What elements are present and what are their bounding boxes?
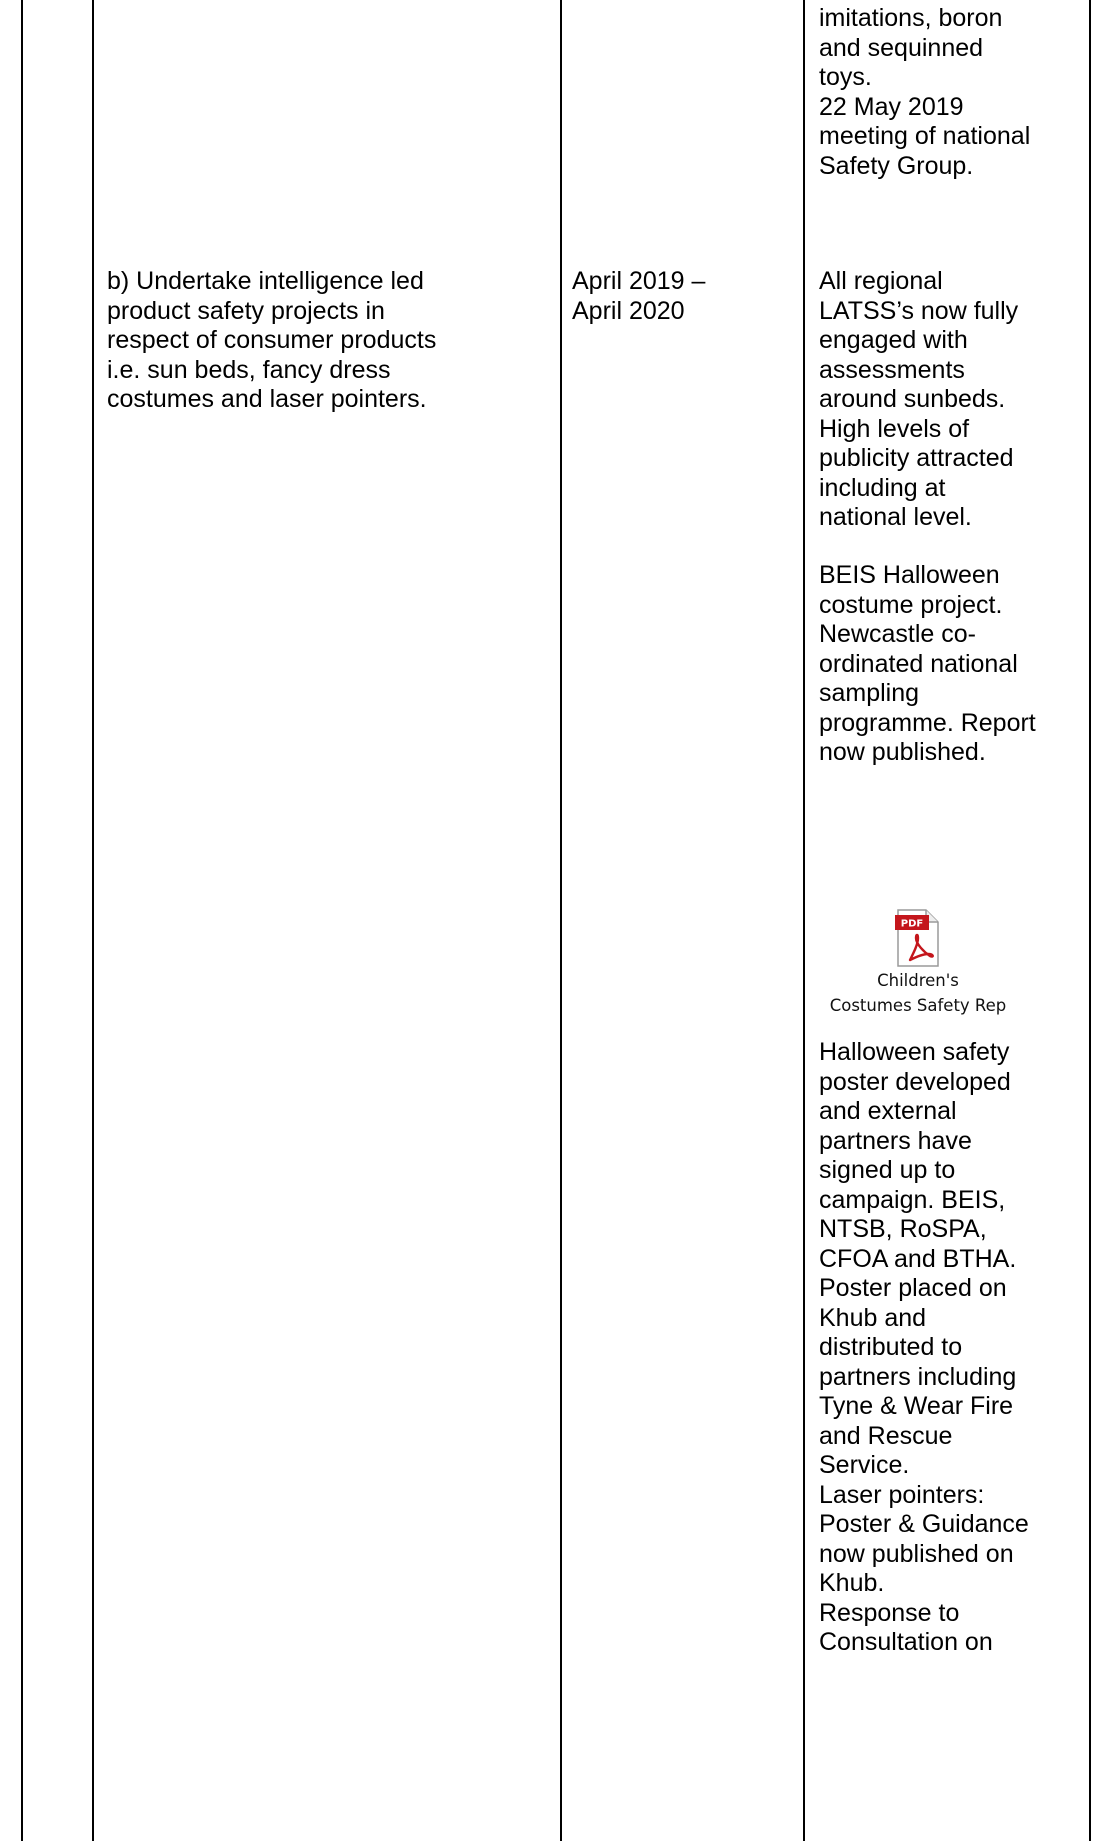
- timescale-cell: [572, 267, 705, 326]
- column-divider-3: [803, 0, 805, 1841]
- progress-line: national level.: [819, 503, 972, 531]
- progress-line: now published.: [819, 738, 986, 766]
- progress-line: partners including: [819, 1362, 1017, 1391]
- pdf-attachment[interactable]: [813, 908, 1023, 1018]
- progress-line: Laser pointers:: [819, 1480, 985, 1509]
- progress-line: LATSS’s now fully: [819, 296, 1019, 325]
- attachment-caption-line: Children's: [877, 971, 959, 990]
- progress-line: NTSB, RoSPA,: [819, 1215, 987, 1243]
- column-divider-1: [92, 0, 94, 1841]
- action-cell: [107, 267, 436, 415]
- timescale-line: April 2020: [572, 296, 685, 325]
- progress-line: Newcastle co-: [819, 620, 976, 648]
- action-line: respect of consumer products: [107, 326, 437, 354]
- progress-line: and external: [819, 1097, 957, 1125]
- progress-line: publicity attracted: [819, 444, 1014, 472]
- progress-line: Halloween safety: [819, 1038, 1010, 1066]
- progress-line: signed up to: [819, 1156, 956, 1184]
- action-line: costumes and laser pointers.: [107, 385, 427, 413]
- table-border-right: [1089, 0, 1091, 1841]
- action-line: i.e. sun beds, fancy dress: [107, 355, 391, 384]
- progress-line: imitations, boron: [819, 4, 1003, 32]
- progress-line: partners have: [819, 1126, 972, 1155]
- progress-line: and sequinned: [819, 33, 984, 62]
- action-line: product safety projects in: [107, 296, 385, 325]
- progress-line: now published on: [819, 1539, 1014, 1568]
- pdf-file-icon: [894, 908, 942, 968]
- timescale-line: April 2019 –: [572, 267, 706, 295]
- progress-line: Safety Group.: [819, 151, 974, 180]
- attachment-caption-line: Costumes Safety Rep: [829, 996, 1007, 1015]
- progress-line: around sunbeds.: [819, 385, 1006, 413]
- progress-line: Khub.: [819, 1569, 885, 1597]
- progress-halloween-text: [819, 561, 1036, 768]
- progress-line: campaign. BEIS,: [819, 1185, 1006, 1214]
- progress-line: ordinated national: [819, 649, 1018, 678]
- table-border-left: [21, 0, 23, 1841]
- progress-line: engaged with: [819, 326, 968, 354]
- progress-line: Service.: [819, 1451, 910, 1479]
- progress-line: Poster & Guidance: [819, 1510, 1029, 1538]
- progress-line: including at: [819, 473, 946, 502]
- progress-line: Tyne & Wear Fire: [819, 1392, 1014, 1420]
- progress-line: poster developed: [819, 1067, 1011, 1096]
- progress-line: programme. Report: [819, 708, 1036, 737]
- progress-continued-text: [819, 4, 1030, 181]
- progress-line: Khub and: [819, 1303, 927, 1332]
- progress-line: assessments: [819, 355, 965, 384]
- attachment-caption: [813, 968, 1023, 1018]
- progress-line: Consultation on: [819, 1628, 993, 1656]
- column-divider-2: [560, 0, 562, 1841]
- progress-line: and Rescue: [819, 1421, 953, 1450]
- progress-line: CFOA and BTHA.: [819, 1244, 1017, 1273]
- progress-line: High levels of: [819, 414, 970, 443]
- progress-line: BEIS Halloween: [819, 561, 1000, 589]
- progress-poster-text: [819, 1038, 1029, 1658]
- progress-line: meeting of national: [819, 122, 1031, 150]
- progress-line: All regional: [819, 267, 943, 295]
- progress-line: costume project.: [819, 590, 1003, 619]
- pdf-badge-label: PDF: [900, 918, 924, 930]
- progress-line: Response to: [819, 1598, 960, 1627]
- progress-line: distributed to: [819, 1333, 963, 1361]
- progress-line: 22 May 2019: [819, 92, 964, 121]
- action-line: b) Undertake intelligence led: [107, 267, 424, 295]
- progress-sunbeds-text: [819, 267, 1018, 533]
- progress-line: sampling: [819, 679, 920, 707]
- progress-line: Poster placed on: [819, 1274, 1007, 1302]
- progress-line: toys.: [819, 63, 872, 91]
